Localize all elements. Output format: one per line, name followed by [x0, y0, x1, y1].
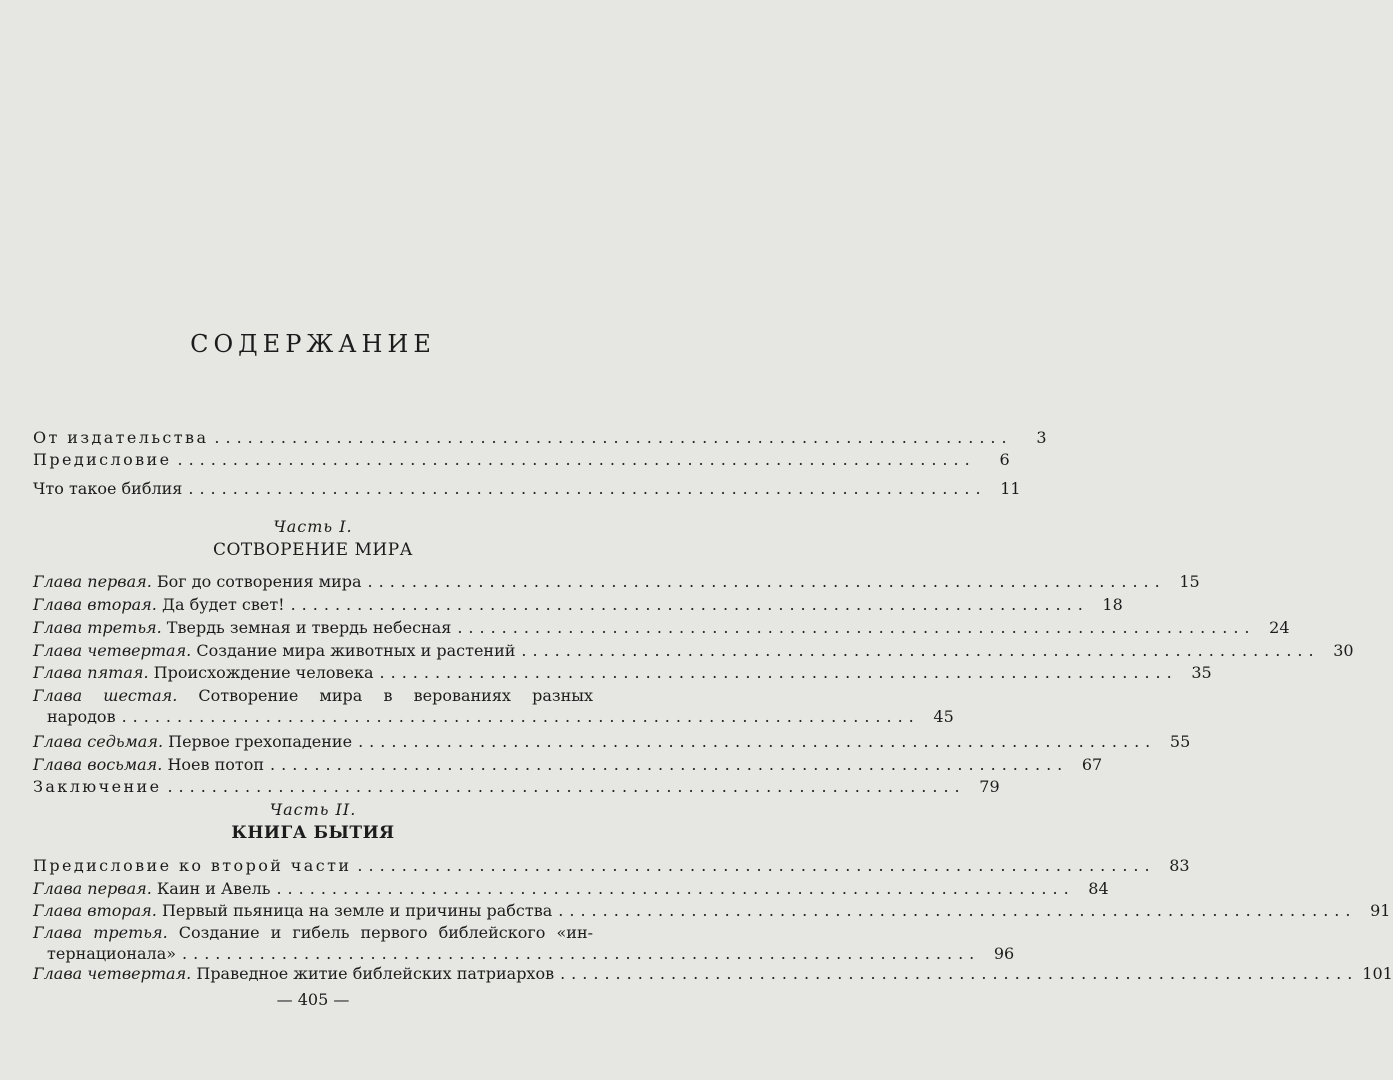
chapter-label: Глава шестая.	[33, 686, 178, 705]
leader-dots: ........................................................................	[367, 572, 1166, 591]
toc-entry[interactable]	[33, 591, 1123, 615]
part-two-label: Часть II.	[269, 800, 357, 819]
leader-dots: ........................................................................	[358, 732, 1157, 751]
chapter-label: Глава четвертая.	[33, 964, 192, 983]
toc-entry[interactable]	[33, 614, 1290, 638]
toc-page-number: 91	[1370, 901, 1391, 920]
toc-page-number: 11	[1000, 479, 1021, 498]
chapter-title: Создание и гибель первого библейского «ин-	[178, 923, 594, 942]
chapter-label: Глава первая.	[33, 572, 152, 591]
leader-dots: ........................................................................	[188, 479, 987, 498]
chapter-label: Глава пятая.	[33, 663, 149, 682]
toc-page-number: 84	[1088, 879, 1109, 898]
toc-entry-conclusion[interactable]	[33, 773, 1000, 797]
leader-dots: ........................................................................	[558, 901, 1357, 920]
toc-entry-what-is-bible[interactable]	[33, 475, 1021, 499]
chapter-title: Бог до сотворения мира	[156, 572, 362, 591]
chapter-title: Сотворение мира в верованиях разных	[198, 686, 593, 705]
toc-page-number: 18	[1102, 595, 1123, 614]
toc-entry[interactable]	[33, 875, 1109, 899]
toc-page-number: 67	[1081, 755, 1103, 774]
chapter-title: Первое грехопадение	[168, 732, 353, 751]
chapter-title: Каин и Авель	[156, 879, 271, 898]
chapter-title: Твердь земная и твердь небесная	[166, 618, 452, 637]
chapter-label: Глава третья.	[33, 923, 168, 942]
page-title: СОДЕРЖАНИЕ	[190, 330, 436, 358]
part-two-title: КНИГА БЫТИЯ	[231, 823, 395, 843]
toc-page-number: 101	[1362, 964, 1393, 983]
leader-dots: ........................................................................	[121, 707, 920, 726]
toc-page-number: 35	[1191, 663, 1212, 682]
part-one-title: СОТВОРЕНИЕ МИРА	[212, 540, 414, 560]
leader-dots: ........................................................................	[167, 777, 966, 796]
toc-entry[interactable]	[33, 568, 1200, 592]
chapter-title: Происхождение человека	[153, 663, 374, 682]
chapter-label: Глава восьмая.	[33, 755, 163, 774]
toc-entry[interactable]	[33, 751, 1103, 775]
toc-entry-label: Заключение	[33, 777, 162, 796]
leader-dots: ........................................................................	[177, 450, 976, 469]
toc-entry-preface[interactable]	[33, 446, 1010, 470]
toc-entry[interactable]	[33, 637, 1354, 661]
toc-entry-label: От издательства	[33, 428, 209, 447]
leader-dots: ........................................................................	[521, 641, 1320, 660]
toc-page-number: 30	[1333, 641, 1354, 660]
chapter-title: Да будет свет!	[161, 595, 285, 614]
toc-entry[interactable]	[33, 659, 1212, 683]
leader-dots: ........................................................................	[357, 856, 1156, 875]
toc-page-number: 83	[1169, 856, 1190, 875]
page-number: — 405 —	[276, 990, 350, 1009]
toc-entry[interactable]	[33, 728, 1191, 752]
chapter-title-continuation: тернационала»	[47, 944, 177, 963]
toc-page-number: 96	[993, 944, 1015, 963]
leader-dots: ........................................................................	[214, 428, 1013, 447]
chapter-label: Глава четвертая.	[33, 641, 192, 660]
toc-page-number: 79	[979, 777, 1000, 796]
toc-entry-part-two-preface[interactable]	[33, 852, 1190, 876]
toc-page-number: 24	[1269, 618, 1290, 637]
toc-page-number: 45	[933, 707, 954, 726]
leader-dots: ........................................................................	[276, 879, 1075, 898]
toc-entry-label: Предисловие	[33, 450, 172, 469]
leader-dots: ........................................................................	[560, 964, 1359, 983]
chapter-title: Праведное житие библейских патриархов	[196, 964, 555, 983]
chapter-title: Первый пьяница на земле и причины рабства	[161, 901, 553, 920]
toc-page-number: 6	[999, 450, 1010, 469]
leader-dots: ........................................................................	[270, 755, 1069, 774]
toc-entry-label: Что такое библия	[33, 479, 183, 498]
chapter-title: Ноев потоп	[167, 755, 265, 774]
toc-entry[interactable]	[33, 960, 1393, 984]
chapter-label: Глава первая.	[33, 879, 152, 898]
toc-entry-continuation[interactable]	[33, 703, 954, 727]
toc-page-number: 15	[1179, 572, 1200, 591]
book-page	[33, 0, 1393, 1080]
toc-page-number: 3	[1036, 428, 1047, 447]
toc-page-number: 55	[1169, 732, 1191, 751]
chapter-title-continuation: народов	[47, 707, 116, 726]
chapter-label: Глава третья.	[33, 618, 162, 637]
toc-entry-label: Предисловие ко второй части	[33, 856, 352, 875]
part-one-label: Часть I.	[273, 517, 353, 536]
toc-entry[interactable]	[33, 897, 1391, 921]
chapter-label: Глава вторая.	[33, 901, 157, 920]
leader-dots: ........................................................................	[457, 618, 1256, 637]
leader-dots: ........................................................................	[290, 595, 1089, 614]
chapter-title: Создание мира животных и растений	[196, 641, 516, 660]
chapter-label: Глава седьмая.	[33, 732, 164, 751]
leader-dots: ........................................................................	[182, 944, 981, 963]
leader-dots: ........................................................................	[379, 663, 1178, 682]
chapter-label: Глава вторая.	[33, 595, 157, 614]
toc-entry-publisher[interactable]	[33, 424, 1047, 448]
